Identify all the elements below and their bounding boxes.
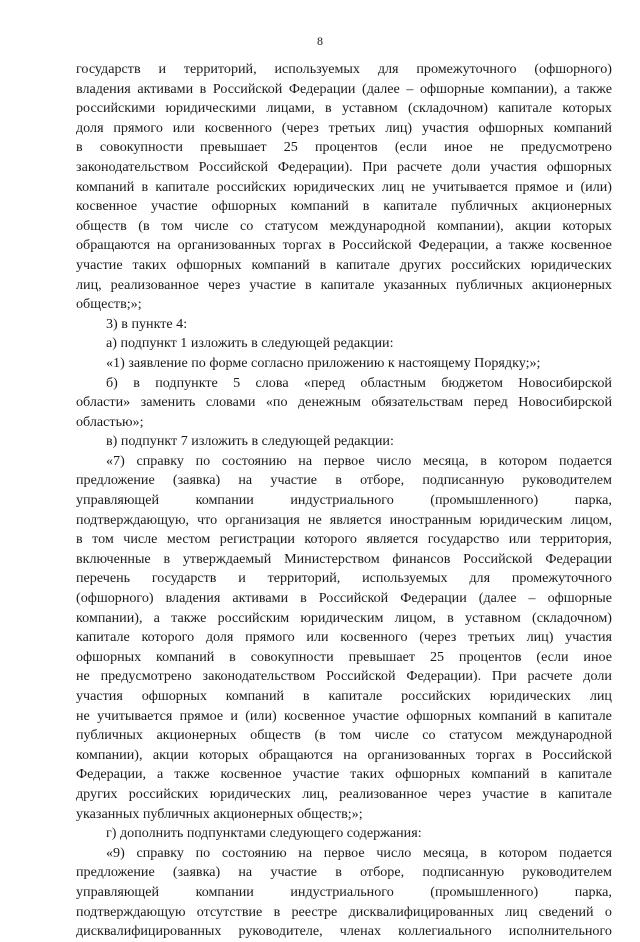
text-line: компаний в капитале российских юридических лиц не учитывается прямое и (или) [76,178,612,195]
text-line: других российских юридических лиц, реализованное через участие в капитале [76,785,612,802]
text-line: указанных публичных акционерных обществ;»; [76,805,363,822]
text-line: владения активами в Российской Федерации (далее – офшорные компании), а также [76,80,612,97]
text-line: «9) справку по состоянию на первое число месяца, в котором подается [106,844,612,861]
text-line: лиц, реализованное через участие в капитале указанных публичных акционерных [76,276,612,293]
text-line: дисквалифицированных руководителе, членах коллегиального исполнительного [76,923,612,940]
text-line: областью»; [76,413,144,430]
page-number: 8 [317,34,323,48]
text-line: офшорных компаний в совокупности превышает 25 процентов (если иное [76,648,612,665]
text-line: «7) справку по состоянию на первое число месяца, в котором подается [106,452,612,469]
text-line: доля прямого или косвенного (через третьих лиц) участия офшорных компаний [76,119,612,136]
text-line: компании), акции которых обращаются на организованных торгах в Российской [76,746,612,763]
text-line: включенные в утверждаемый Министерством финансов Российской Федерации [76,550,612,567]
text-line: обществ;»; [76,296,142,313]
text-line: а) подпункт 1 изложить в следующей редакции: [106,335,394,352]
text-line: подтверждающую, что организация не является иностранным юридическим лицом, [76,511,612,528]
text-line: области» заменить словами «по денежным обязательствам перед Новосибирской [76,394,612,411]
text-line: не учитывается прямое и (или) косвенное участие офшорных компаний в капитале [76,707,612,724]
text-line: участие таких офшорных компаний в капитале других российских юридических [76,256,612,273]
text-line: в совокупности превышает 25 процентов (если иное не предусмотрено [76,139,612,156]
text-line: предложение (заявка) на участие в отборе, подписанную руководителем [76,472,612,489]
text-line: российскими юридическими лицами, в уставном (складочном) капитале которых [76,100,612,117]
text-line: управляющей компании индустриального (промышленного) парка, [76,883,612,900]
text-line: законодательством Российской Федерации). При расчете доли участия офшорных [76,158,612,175]
text-line: косвенное участие офшорных компаний в капитале публичных акционерных [76,198,612,215]
text-line: публичных акционерных обществ (в том числе со статусом международной [76,727,612,744]
text-line: капитале которого доля прямого или косвенного (через третьих лиц) участия [76,629,612,646]
text-line: компании), а также российским юридическим лицом, в уставном (складочном) [76,609,612,626]
text-line: б) в подпункте 5 слова «перед областным бюджетом Новосибирской [106,374,612,391]
text-line: предложение (заявка) на участие в отборе, подписанную руководителем [76,864,612,881]
text-line: подтверждающую отсутствие в реестре дисквалифицированных лиц сведений о [76,903,612,920]
text-line: Федерации, а также косвенное участие таких офшорных компаний в капитале [76,766,612,783]
text-line: в) подпункт 7 изложить в следующей редакции: [106,433,394,450]
text-line: г) дополнить подпунктами следующего содержания: [106,825,422,842]
text-line: перечень государств и территорий, используемых для промежуточного [76,570,612,587]
text-line: (офшорного) владения активами в Российской Федерации (далее – офшорные [76,590,612,607]
text-line: обращаются на организованных торгах в Российской Федерации, а также косвенное [76,237,612,254]
body-text [76,60,612,942]
text-line: участия офшорных компаний в капитале российских юридических лиц [76,688,612,704]
text-line: не предусмотрено законодательством Российской Федерации). При расчете доли [76,668,612,685]
text-line: государств и территорий, используемых для промежуточного (офшорного) [76,61,612,77]
text-line: «1) заявление по форме согласно приложению к настоящему Порядку;»; [106,354,541,371]
text-line: управляющей компании индустриального (промышленного) парка, [76,492,612,509]
text-line: 3) в пункте 4: [106,315,188,332]
text-line: в том числе местом регистрации которого является государство или территория, [76,531,612,548]
text-line: обществ (в том числе со статусом международной компании), акции которых [76,217,612,234]
